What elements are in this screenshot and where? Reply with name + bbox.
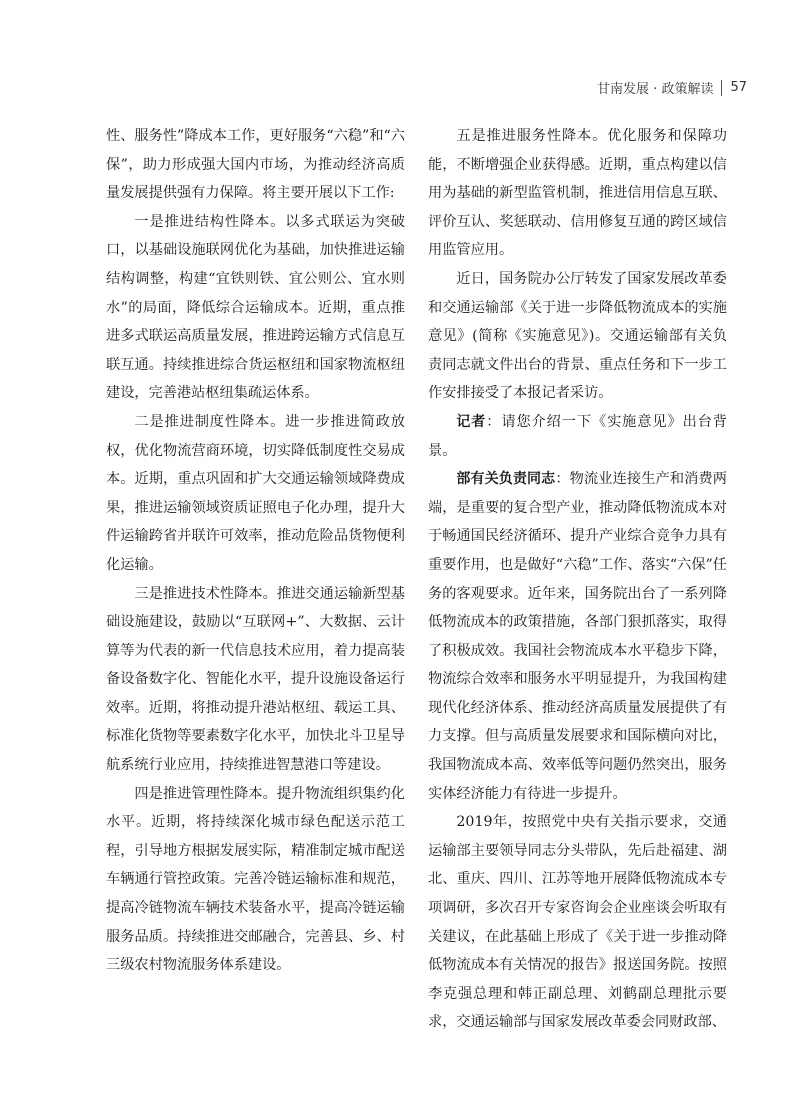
header-divider <box>721 80 722 96</box>
paragraph: 二是推进制度性降本。进一步推进简政放权，优化物流营商环境，切实降低制度性交易成本。近期，重点巩固和扩大交通运输领域降费成果，推进运输领域资质证照电子化办理，提升大件运输跨省并联许可效率，推动危险品货物便利化运输。 <box>106 413 405 573</box>
paragraph: 近日，国务院办公厅转发了国家发展改革委和交通运输部《关于进一步降低物流成本的实施意见》(简称《实施意见》)。交通运输部有关负责同志就文件出台的背景、重点任务和下一步工作安排接受了本报记者采访。 <box>428 270 727 402</box>
left-column <box>106 122 405 980</box>
page-header <box>597 78 747 97</box>
paragraph: 性、服务性”降成本工作，更好服务“六稳”和“六保”，助力形成强大国内市场，为推动经济高质量发展提供强有力保障。将主要开展以下工作: <box>106 128 405 202</box>
question-text: ：请您介绍一下《实施意见》出台背景。 <box>428 413 727 459</box>
right-column <box>428 122 727 1037</box>
interview-answer <box>428 465 727 808</box>
paragraph: 五是推进服务性降本。优化服务和保障功能，不断增强企业获得感。近期，重点构建以信用为基础的新型监管机制，推进信用信息互联、评价互认、奖惩联动、信用修复互通的跨区域信用监管应用。 <box>428 128 727 259</box>
paragraph: 四是推进管理性降本。提升物流组织集约化水平。近期，将持续深化城市绿色配送示范工程，引导地方根据发展实际，精准制定城市配送车辆通行管控政策。完善冷链运输标准和规范，提高冷链物流车辆技术装备水平，提高冷链运输服务品质。持续推进交邮融合，完善县、乡、村三级农村物流服务体系建设。 <box>106 785 405 974</box>
paragraph: 三是推进技术性降本。推进交通运输新型基础设施建设，鼓励以“互联网+”、大数据、云计算等为代表的新一代信息技术应用，着力提高装备设备数字化、智能化水平，提升设施设备运行效率。近期，将推动提升港站枢纽、载运工具、标准化货物等要素数字化水平，加快北斗卫星导航系统行业应用，持续推进智慧港口等建设。 <box>106 585 405 774</box>
page-number: 57 <box>730 80 747 95</box>
section-title: 甘南发展 · 政策解读 <box>597 82 714 97</box>
paragraph: 一是推进结构性降本。以多式联运为突破口，以基础设施联网优化为基础，加快推进运输结构调整，构建“宜铁则铁、宜公则公、宜水则水”的局面，降低综合运输成本。近期，重点推进多式联运高质量发展，推进跨运输方式信息互联互通。持续推进综合货运枢纽和国家物流枢纽建设，完善港站枢纽集疏运体系。 <box>106 213 405 402</box>
interview-question <box>428 408 727 465</box>
paragraph: 2019年，按照党中央有关指示要求，交通运输部主要领导同志分头带队，先后赴福建、湖北、重庆、四川、江苏等地开展降低物流成本专项调研，多次召开专家咨询会企业座谈会听取有关建议，在此基础上形成了《关于进一步推动降低物流成本有关情况的报告》报送国务院。按照李克强总理和韩正副总理、刘鹤副总理批示要求，交通运输部与国家发展改革委会同财政部、 <box>428 814 727 1031</box>
speaker-label-reporter: 记者 <box>456 413 487 430</box>
speaker-label-official: 部有关负责同志 <box>456 471 556 488</box>
answer-text: ：物流业连接生产和消费两端，是重要的复合型产业，推动降低物流成本对于畅通国民经济循环、提升产业综合竞争力具有重要作用，也是做好“六稳”工作、落实“六保”任务的客观要求。近年来，国务院出台了一系列降低物流成本的政策措施，各部门狠抓落实，取得了积极成效。我国社会物流成本水平稳步下降，物流综合效率和服务水平明显提升，为我国构建现代化经济体系、推动经济高质量发展提供了有力支撑。但与高质量发展要求和国际横向对比，我国物流成本高、效率低等问题仍然突出，服务实体经济能力有待进一步提升。 <box>428 471 727 802</box>
